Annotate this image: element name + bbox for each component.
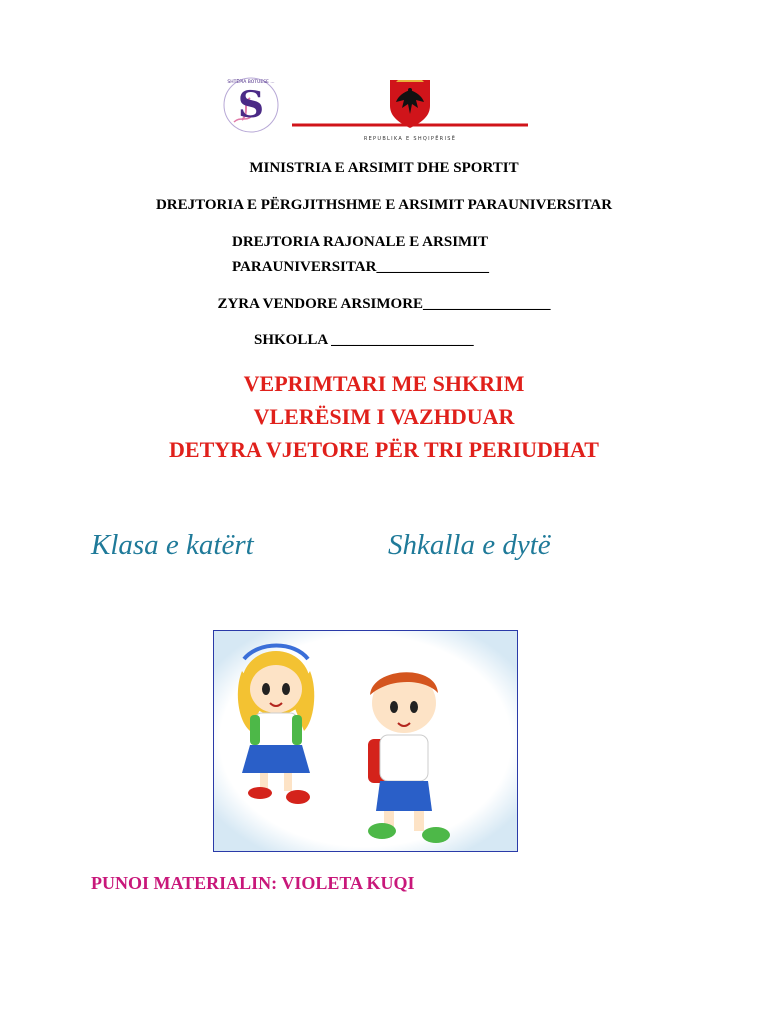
title-line-2: VLERËSIM I VAZHDUAR	[253, 404, 515, 429]
title-line-3: DETYRA VJETORE PËR TRI PERIUDHAT	[169, 437, 599, 462]
republic-caption: REPUBLIKA E SHQIPËRISË	[363, 136, 457, 142]
albanian-eagle-shield-icon	[292, 78, 528, 134]
zyra-vendore: ZYRA VENDORE ARSIMORE_________________	[217, 296, 551, 312]
school-logo	[220, 72, 282, 138]
level-label: Shkalla e dytë	[388, 529, 551, 561]
author-credit: PUNOI MATERIALIN: VIOLETA KUQI	[91, 873, 415, 893]
directorate-regional-line2: PARAUNIVERSITAR_______________	[232, 259, 489, 275]
school-logo-caption: SHTËPIA BOTUESE ...	[227, 80, 275, 85]
school-logo-icon	[220, 72, 282, 138]
title-line-1: VEPRIMTARI ME SHKRIM	[243, 371, 525, 396]
directorate-regional-line1: DREJTORIA RAJONALE E ARSIMIT	[232, 234, 489, 250]
directorate-general: DREJTORIA E PËRGJITHSHME E ARSIMIT PARAUNIVERSITAR	[155, 197, 613, 213]
schoolchildren-icon	[214, 631, 517, 851]
shkolla-field: SHKOLLA ___________________	[254, 332, 474, 348]
republic-emblem	[292, 78, 528, 148]
school-logo-letter: S	[238, 84, 264, 126]
ministry-name: MINISTRIA E ARSIMIT DHE SPORTIT	[249, 160, 519, 176]
class-label: Klasa e katërt	[91, 529, 254, 561]
children-illustration	[213, 630, 518, 852]
